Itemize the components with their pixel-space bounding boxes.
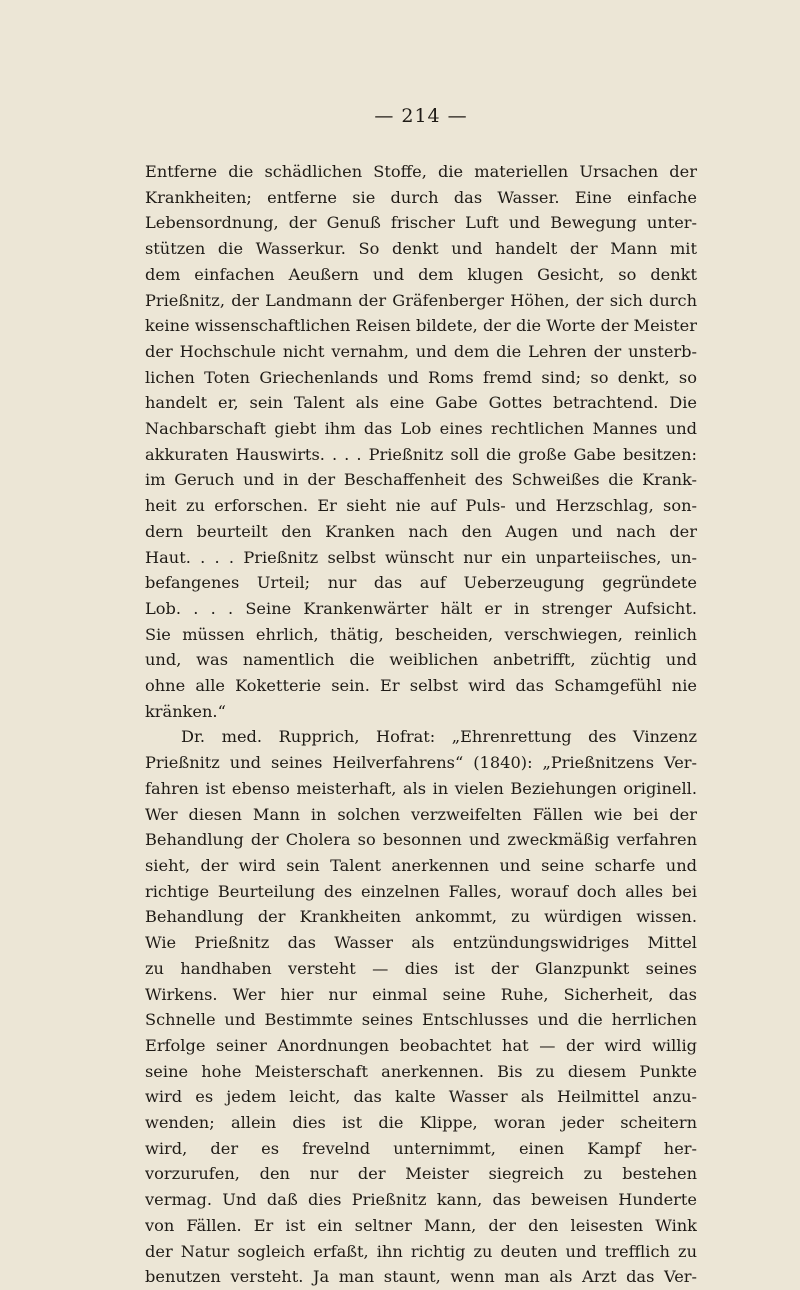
text-line: und, was namentlich die weiblichen anbetrifft, züchtig und (145, 650, 697, 670)
text-line: vorzurufen, den nur der Meister siegreich zu bestehen (145, 1164, 697, 1184)
text-line: Nachbarschaft giebt ihm das Lob eines rechtlichen Mannes und (145, 419, 697, 439)
text-line: Erfolge seiner Anordnungen beobachtet hat — der wird willig (145, 1035, 697, 1055)
text-line: stützen die Wasserkur. So denkt und handelt der Mann mit (145, 239, 697, 259)
text-line: seine hohe Meisterschaft anerkennen. Bis zu diesem Punkte (145, 1061, 697, 1081)
text-line: sieht, der wird sein Talent anerkennen und seine scharfe und (145, 855, 697, 875)
text-line: Lob. . . . Seine Krankenwärter hält er in strenger Aufsicht. (145, 598, 697, 618)
text-line: der Natur sogleich erfaßt, ihn richtig zu deuten und trefflich zu (145, 1241, 697, 1261)
text-line: dern beurteilt den Kranken nach den Augen und nach der (145, 521, 697, 541)
text-line: Schnelle und Bestimmte seines Entschlusses und die herrlichen (145, 1010, 697, 1030)
text-line: Behandlung der Cholera so besonnen und zweckmäßig verfahren (145, 830, 697, 850)
text-line: Sie müssen ehrlich, thätig, bescheiden, verschwiegen, reinlich (145, 624, 697, 644)
text-line: wenden; allein dies ist die Klippe, woran jeder scheitern (145, 1113, 697, 1133)
text-line: wird, der es frevelnd unternimmt, einen Kampf her- (145, 1138, 697, 1158)
text-line: heit zu erforschen. Er sieht nie auf Puls- und Herzschlag, son- (145, 496, 697, 516)
text-line: Wie Prießnitz das Wasser als entzündungswidriges Mittel (145, 933, 697, 953)
text-line: lichen Toten Griechenlands und Roms fremd sind; so denkt, so (145, 367, 697, 387)
text-line: Entferne die schädlichen Stoffe, die materiellen Ursachen der (145, 162, 697, 181)
text-line: zu handhaben versteht — dies ist der Glanzpunkt seines (145, 958, 697, 978)
body-text (145, 159, 697, 1290)
page-number: — 214 — (374, 105, 468, 127)
text-line: Dr. med. Rupprich, Hofrat: „Ehrenrettung des Vinzenz (181, 727, 697, 747)
text-line: benutzen versteht. Ja man staunt, wenn man als Arzt das Ver- (145, 1267, 697, 1287)
text-line: Behandlung der Krankheiten ankommt, zu würdigen wissen. (145, 907, 697, 927)
text-line: befangenes Urteil; nur das auf Ueberzeugung gegründete (145, 573, 697, 593)
text-line: Lebensordnung, der Genuß frischer Luft und Bewegung unter- (145, 213, 697, 233)
text-line: Prießnitz, der Landmann der Gräfenberger Höhen, der sich durch (145, 290, 697, 310)
text-line: keine wissenschaftlichen Reisen bildete, der die Worte der Meister (145, 316, 697, 336)
text-line: Haut. . . . Prießnitz selbst wünscht nur ein unparteiisches, un- (145, 547, 697, 567)
text-line: wird es jedem leicht, das kalte Wasser als Heilmittel anzu- (145, 1087, 697, 1107)
text-line: fahren ist ebenso meisterhaft, als in vielen Beziehungen originell. (145, 778, 697, 798)
text-line: der Hochschule nicht vernahm, und dem die Lehren der unsterb- (145, 341, 697, 361)
text-line: Wer diesen Mann in solchen verzweifelten Fällen wie bei der (145, 804, 697, 824)
text-line: richtige Beurteilung des einzelnen Falles, worauf doch alles bei (145, 881, 697, 901)
text-line: Krankheiten; entferne sie durch das Wasser. Eine einfache (145, 187, 697, 207)
text-line: Prießnitz und seines Heilverfahrens“ (1840): „Prießnitzens Ver- (145, 753, 697, 773)
text-line: akkuraten Hauswirts. . . . Prießnitz soll die große Gabe besitzen: (145, 444, 697, 464)
text-line: ohne alle Koketterie sein. Er selbst wird das Schamgefühl nie (145, 676, 697, 696)
text-line: im Geruch und in der Beschaffenheit des Schweißes die Krank- (145, 470, 697, 490)
text-line: dem einfachen Aeußern und dem klugen Gesicht, so denkt (145, 264, 697, 284)
text-line: vermag. Und daß dies Prießnitz kann, das beweisen Hunderte (145, 1190, 697, 1210)
text-line: Wirkens. Wer hier nur einmal seine Ruhe, Sicherheit, das (145, 984, 697, 1004)
text-line: handelt er, sein Talent als eine Gabe Gottes betrachtend. Die (145, 393, 697, 413)
text-line: von Fällen. Er ist ein seltner Mann, der den leisesten Wink (145, 1215, 697, 1235)
text-line: kränken.“ (145, 701, 226, 721)
